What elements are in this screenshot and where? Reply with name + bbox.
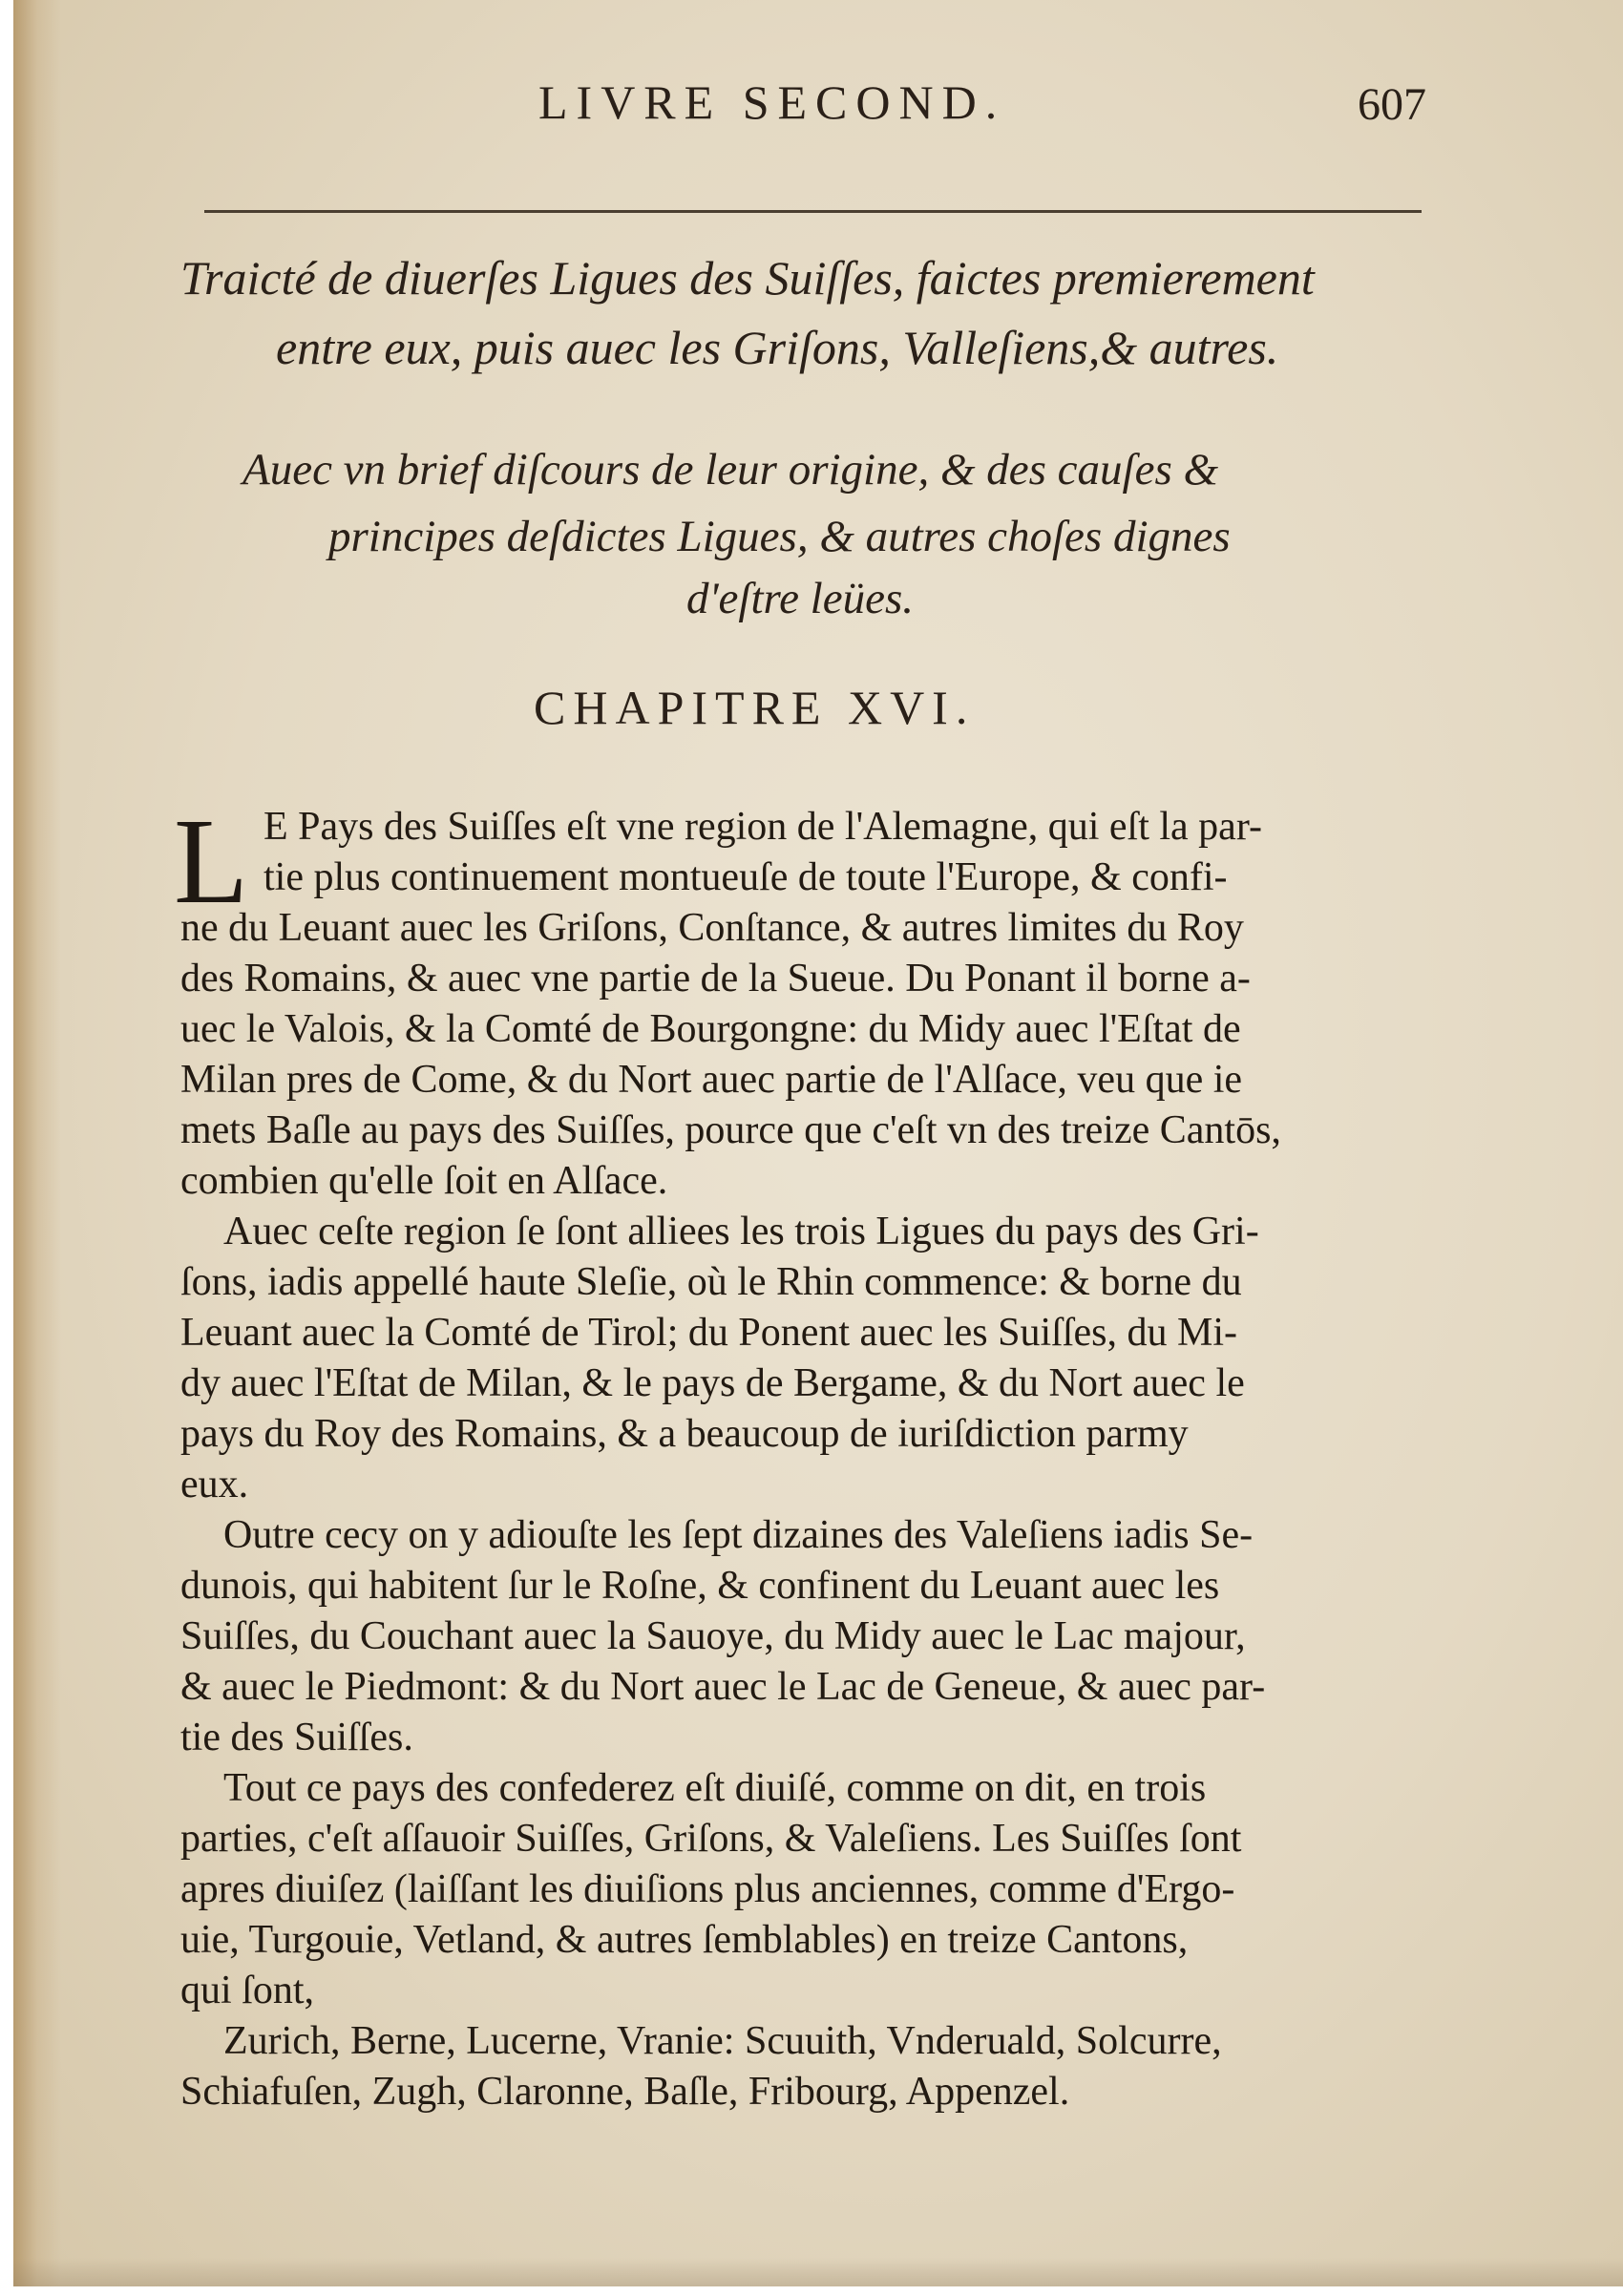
subtitle-line: principes deſdictes Ligues, & autres choſes dignes [328, 512, 1231, 561]
subtitle-line: d'eſtre leües. [686, 574, 915, 623]
body-line: dy auec l'Eſtat de Milan, & le pays de Bergame, & du Nort auec le [180, 1361, 1245, 1405]
body-line: Tout ce pays des confederez eſt diuiſé, comme on dit, en trois [223, 1766, 1207, 1810]
page-number: 607 [1358, 79, 1426, 130]
body-line: Zurich, Berne, Lucerne, Vranie: Scuuith, Vnderuald, Solcurre, [223, 2019, 1222, 2063]
body-line: Leuant auec la Comté de Tirol; du Ponent auec les Suiſſes, du Mi- [180, 1311, 1237, 1355]
body-line: uie, Turgouie, Vetland, & autres ſemblables) en treize Cantons, [180, 1918, 1189, 1962]
body-line: Outre cecy on y adiouſte les ſept dizaines des Valeſiens iadis Se- [223, 1513, 1254, 1557]
title-line: Traicté de diuerſes Ligues des Suiſſes, faictes premierement [180, 251, 1315, 305]
body-line: Milan pres de Come, & du Nort auec partie de l'Alſace, veu que ie [180, 1058, 1243, 1102]
body-line: des Romains, & auec vne partie de la Sueue. Du Ponant il borne a- [180, 957, 1251, 1001]
drop-cap: L [174, 793, 249, 929]
body-line: parties, c'eſt aſſauoir Suiſſes, Griſons, & Valeſiens. Les Suiſſes ſont [180, 1817, 1242, 1861]
body-line: Schiafuſen, Zugh, Claronne, Baſle, Fribourg, Appenzel. [180, 2070, 1070, 2114]
running-title: LIVRE SECOND. [538, 75, 1006, 129]
running-head [13, 74, 1623, 132]
body-line: eux. [180, 1463, 249, 1506]
body-line: Auec ceſte region ſe ſont alliees les trois Ligues du pays des Gri- [223, 1210, 1259, 1253]
spine-shadow [13, 0, 61, 2286]
body-line: qui ſont, [180, 1969, 315, 2012]
subtitle-line: Auec vn brief diſcours de leur origine, & des cauſes & [242, 445, 1219, 495]
page-bottom-shadow [13, 2258, 1623, 2286]
body-line: apres diuiſez (laiſſant les diuiſions plus anciennes, comme d'Ergo- [180, 1867, 1235, 1911]
body-line: tie des Suiſſes. [180, 1716, 413, 1759]
body-line: uec le Valois, & la Comté de Bourgongne: du Midy auec l'Eſtat de [180, 1007, 1241, 1051]
body-line: pays du Roy des Romains, & a beaucoup de iuriſdiction parmy [180, 1412, 1189, 1456]
book-page [13, 0, 1623, 2286]
body-line: mets Baſle au pays des Suiſſes, pource que c'eſt vn des treize Cantōs, [180, 1108, 1281, 1152]
header-rule [204, 210, 1422, 213]
body-line: ſons, iadis appellé haute Sleſie, où le Rhin commence: & borne du [180, 1260, 1242, 1304]
body-line: Suiſſes, du Couchant auec la Sauoye, du Midy auec le Lac majour, [180, 1614, 1246, 1658]
title-line: entre eux, puis auec les Griſons, Valleſiens,& autres. [276, 321, 1279, 374]
body-line: & auec le Piedmont: & du Nort auec le Lac de Geneue, & auec par- [180, 1665, 1266, 1709]
body-line: dunois, qui habitent ſur le Roſne, & confinent du Leuant auec les [180, 1564, 1220, 1608]
chapter-heading: CHAPITRE XVI. [534, 681, 976, 734]
body-line: tie plus continuement montueuſe de toute l'Europe, & confi- [263, 855, 1228, 899]
body-line: E Pays des Suiſſes eſt vne region de l'Alemagne, qui eſt la par- [263, 805, 1262, 849]
body-line: combien qu'elle ſoit en Alſace. [180, 1159, 668, 1203]
body-line: ne du Leuant auec les Griſons, Conſtance, & autres limites du Roy [180, 906, 1244, 950]
